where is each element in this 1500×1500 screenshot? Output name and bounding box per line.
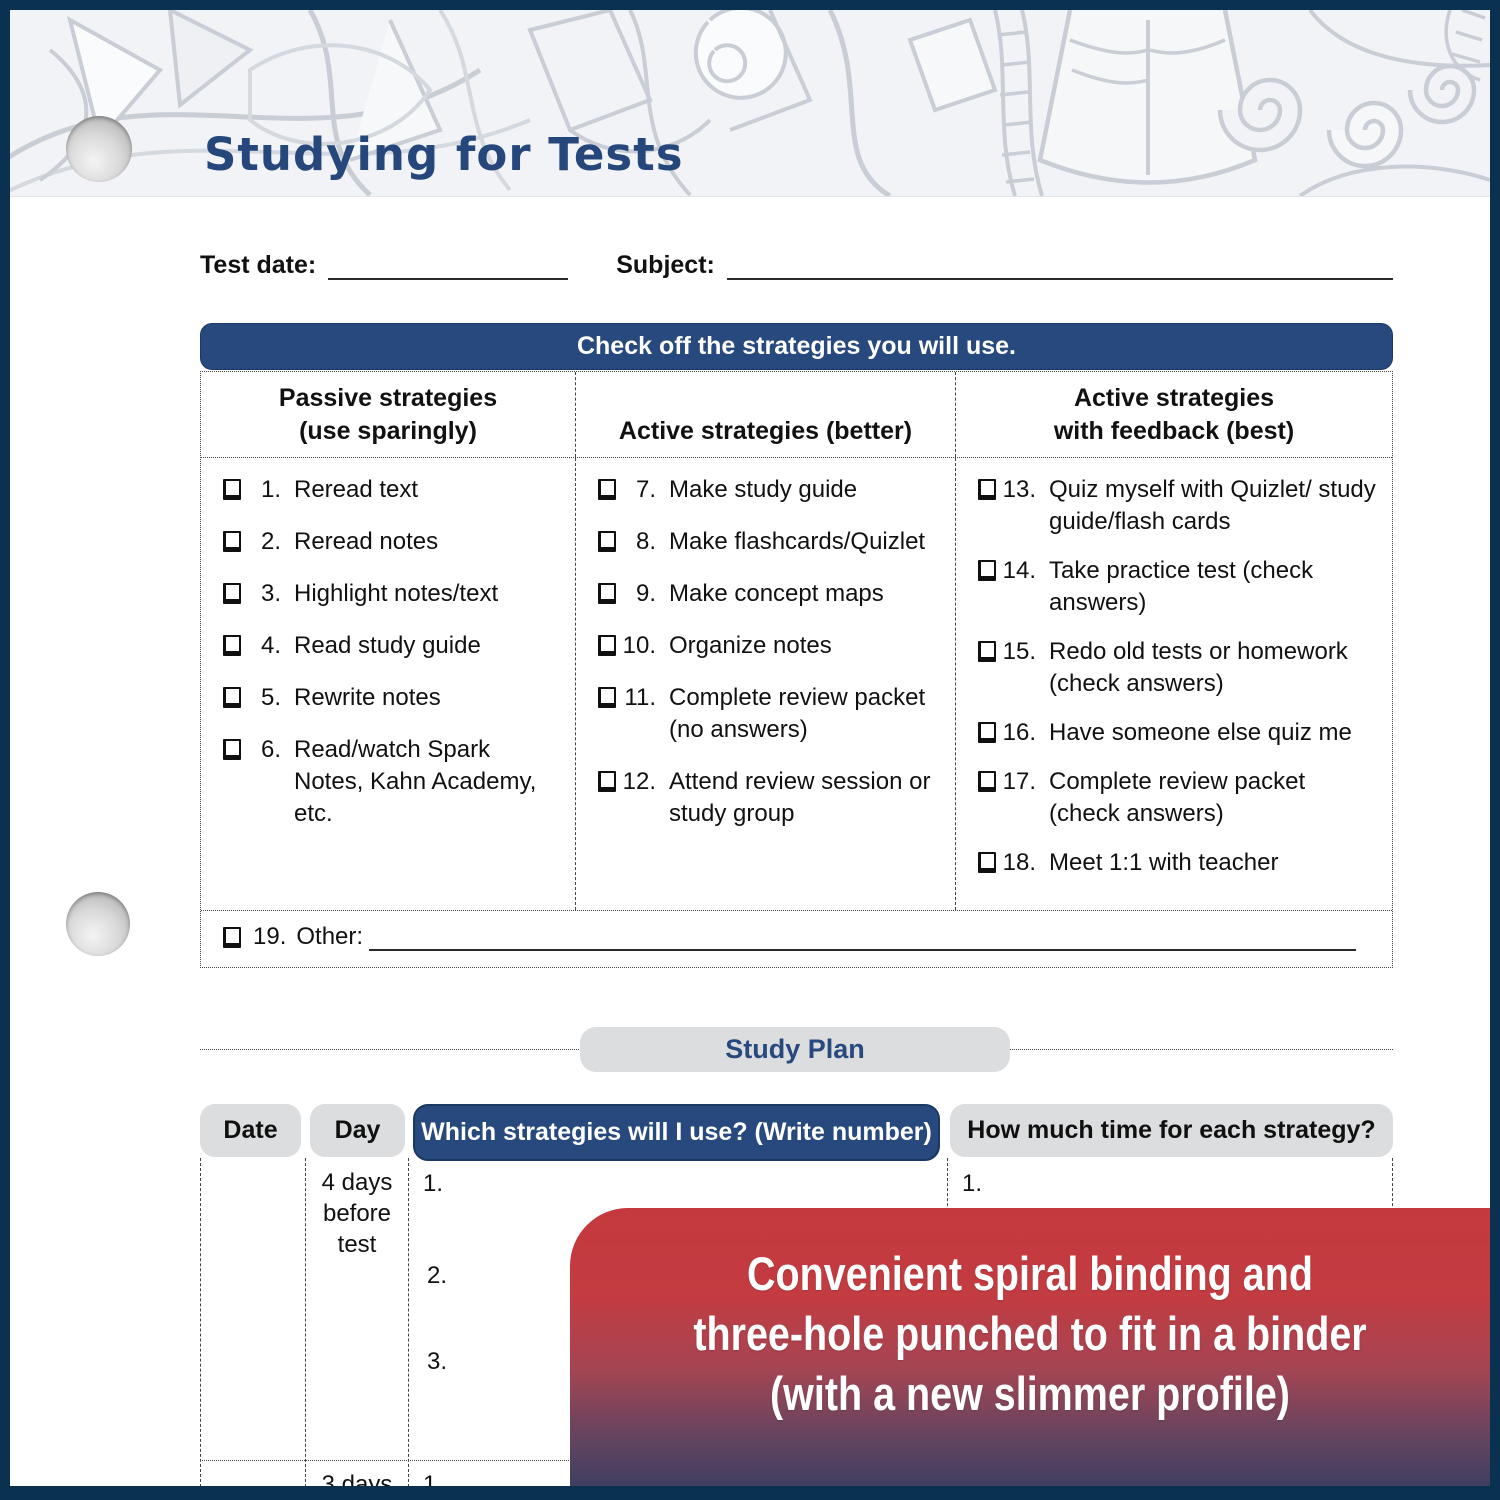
- checkbox-icon[interactable]: [598, 687, 616, 708]
- day-cell-row1: [306, 1167, 408, 1260]
- item-text: Have someone else quiz me: [1049, 719, 1352, 746]
- checkbox-icon[interactable]: [978, 852, 996, 873]
- checkbox-icon[interactable]: [223, 583, 241, 604]
- strategy-item: [598, 630, 945, 662]
- item-text: Reread notes: [294, 528, 439, 555]
- time-slot-1[interactable]: 1.: [962, 1170, 983, 1197]
- banner-line: Convenient spiral binding and: [747, 1247, 1313, 1300]
- banner-line: three-hole punched to fit in a binder: [693, 1307, 1367, 1360]
- strategy-item: [598, 474, 945, 506]
- item-text: Read/watch Spark Notes, Kahn Academy, etc.: [294, 736, 537, 827]
- item-number: 6.: [260, 736, 281, 763]
- item-number: 19.: [253, 923, 287, 950]
- column-header-strategies: Which strategies will I use? (Write number): [413, 1104, 940, 1161]
- active-strategies-cell: [575, 458, 955, 910]
- day-line: test: [337, 1231, 377, 1258]
- item-number: 18.: [1002, 849, 1036, 876]
- column-header-line: with feedback (best): [1053, 417, 1295, 445]
- item-number: 11.: [624, 684, 656, 711]
- item-text: Reread text: [294, 476, 419, 503]
- test-date-label: Test date:: [200, 251, 317, 279]
- page-title: Studying for Tests: [204, 128, 684, 181]
- checkbox-icon[interactable]: [598, 479, 616, 500]
- item-number: 14.: [1002, 557, 1036, 584]
- strategy-item: [978, 766, 1382, 830]
- item-text: Complete review packet (check answers): [1049, 768, 1306, 827]
- day-cell-row2: [306, 1469, 408, 1500]
- column-header-line: (use sparingly): [299, 417, 477, 445]
- item-text: Make flashcards/Quizlet: [669, 528, 926, 555]
- study-plan-title-pill: Study Plan: [580, 1027, 1010, 1072]
- column-header-active: [575, 372, 955, 457]
- test-date-blank-line[interactable]: [328, 248, 568, 280]
- strategy-item: [978, 847, 1382, 879]
- strategy-item: [598, 682, 945, 746]
- column-header-passive: [201, 372, 575, 457]
- item-number: 10.: [622, 632, 656, 659]
- item-number: 1.: [260, 476, 281, 503]
- item-number: 15.: [1002, 638, 1036, 665]
- checkbox-icon[interactable]: [598, 635, 616, 656]
- item-number: 13.: [1002, 476, 1036, 503]
- subject-blank-line[interactable]: [727, 248, 1393, 280]
- strategy-slot-3[interactable]: 3.: [427, 1348, 448, 1375]
- strategy-slot-1[interactable]: 1.: [423, 1170, 444, 1197]
- grid-line-vertical: [408, 1158, 409, 1487]
- checkbox-icon[interactable]: [223, 635, 241, 656]
- strategies-table-body: [200, 371, 1393, 968]
- column-header-line: Passive strategies: [278, 384, 498, 412]
- item-text: Take practice test (check answers): [1049, 557, 1314, 616]
- item-text: Complete review packet (no answers): [669, 684, 926, 743]
- banner-line: (with a new slimmer profile): [770, 1367, 1290, 1420]
- checkbox-icon[interactable]: [978, 771, 996, 792]
- checkbox-icon[interactable]: [598, 771, 616, 792]
- item-number: 16.: [1002, 719, 1036, 746]
- item-number: 8.: [635, 528, 656, 555]
- test-info-row: [200, 248, 1393, 280]
- strategy-item: [978, 636, 1382, 700]
- active-feedback-strategies-cell: [955, 458, 1392, 910]
- other-strategy-row: [201, 911, 1392, 967]
- column-header-time: How much time for each strategy?: [950, 1104, 1393, 1157]
- checkbox-icon[interactable]: [223, 531, 241, 552]
- item-number: 9.: [635, 580, 656, 607]
- hole-punch-middle: [66, 892, 130, 956]
- item-text: Make concept maps: [669, 580, 884, 607]
- day-line: 4 days: [321, 1169, 393, 1196]
- checkbox-icon[interactable]: [978, 722, 996, 743]
- item-text: Meet 1:1 with teacher: [1049, 849, 1279, 876]
- strategies-table: [200, 323, 1393, 968]
- item-number: 17.: [1002, 768, 1036, 795]
- strategy-item: [223, 630, 565, 662]
- item-number: 7.: [635, 476, 656, 503]
- strategy-item: [978, 717, 1382, 749]
- strategy-item: [598, 766, 945, 830]
- item-text: Attend review session or study group: [669, 768, 931, 827]
- strategy-item: [598, 526, 945, 558]
- item-text: Organize notes: [669, 632, 832, 659]
- subject-label: Subject:: [616, 251, 715, 279]
- item-number: 12.: [622, 768, 656, 795]
- item-number: 5.: [260, 684, 281, 711]
- checkbox-icon[interactable]: [598, 583, 616, 604]
- column-header-active-feedback: [955, 372, 1392, 457]
- strategy-item: [223, 578, 565, 610]
- item-text: Read study guide: [294, 632, 481, 659]
- promo-banner-text: [644, 1244, 1417, 1424]
- strategies-table-header: Check off the strategies you will use.: [200, 323, 1393, 370]
- grid-line-vertical: [200, 1158, 201, 1487]
- strategies-column-headers: [201, 372, 1392, 458]
- strategy-item: [223, 526, 565, 558]
- strategy-item: [978, 474, 1382, 538]
- strategy-item: [978, 555, 1382, 619]
- checkbox-icon[interactable]: [978, 641, 996, 662]
- passive-strategies-cell: [201, 458, 575, 910]
- strategies-items-row: [201, 458, 1392, 911]
- item-text: Rewrite notes: [294, 684, 441, 711]
- strategy-slot-2[interactable]: 2.: [427, 1262, 448, 1289]
- checkbox-icon[interactable]: [598, 531, 616, 552]
- item-number: 3.: [260, 580, 281, 607]
- checkbox-icon[interactable]: [223, 927, 241, 948]
- item-text: Make study guide: [669, 476, 858, 503]
- other-label: Other:: [296, 923, 364, 950]
- column-header-line: Active strategies (better): [618, 417, 913, 445]
- hole-punch-top: [66, 116, 132, 182]
- day-line: before: [322, 1200, 392, 1227]
- column-header-day: Day: [310, 1104, 405, 1157]
- item-number: 4.: [260, 632, 281, 659]
- strategy-item: [223, 682, 565, 714]
- day-line: 3 days: [321, 1471, 393, 1498]
- column-header-line: Active strategies: [1073, 384, 1275, 412]
- item-text: Highlight notes/text: [294, 580, 499, 607]
- checkbox-icon[interactable]: [978, 479, 996, 500]
- strategy-slot-1[interactable]: 1.: [423, 1471, 444, 1498]
- checkbox-icon[interactable]: [978, 560, 996, 581]
- column-header-date: Date: [200, 1104, 301, 1157]
- strategy-item: [598, 578, 945, 610]
- checkbox-icon[interactable]: [223, 687, 241, 708]
- other-blank-line[interactable]: [369, 925, 1356, 951]
- checkbox-icon[interactable]: [223, 739, 241, 760]
- checkbox-icon[interactable]: [223, 479, 241, 500]
- item-number: 2.: [260, 528, 281, 555]
- item-text: Quiz myself with Quizlet/ study guide/flash cards: [1049, 476, 1376, 535]
- strategy-item: [223, 474, 565, 506]
- promo-banner: [570, 1208, 1490, 1487]
- item-text: Redo old tests or homework (check answers): [1049, 638, 1348, 697]
- strategy-item: [223, 734, 565, 830]
